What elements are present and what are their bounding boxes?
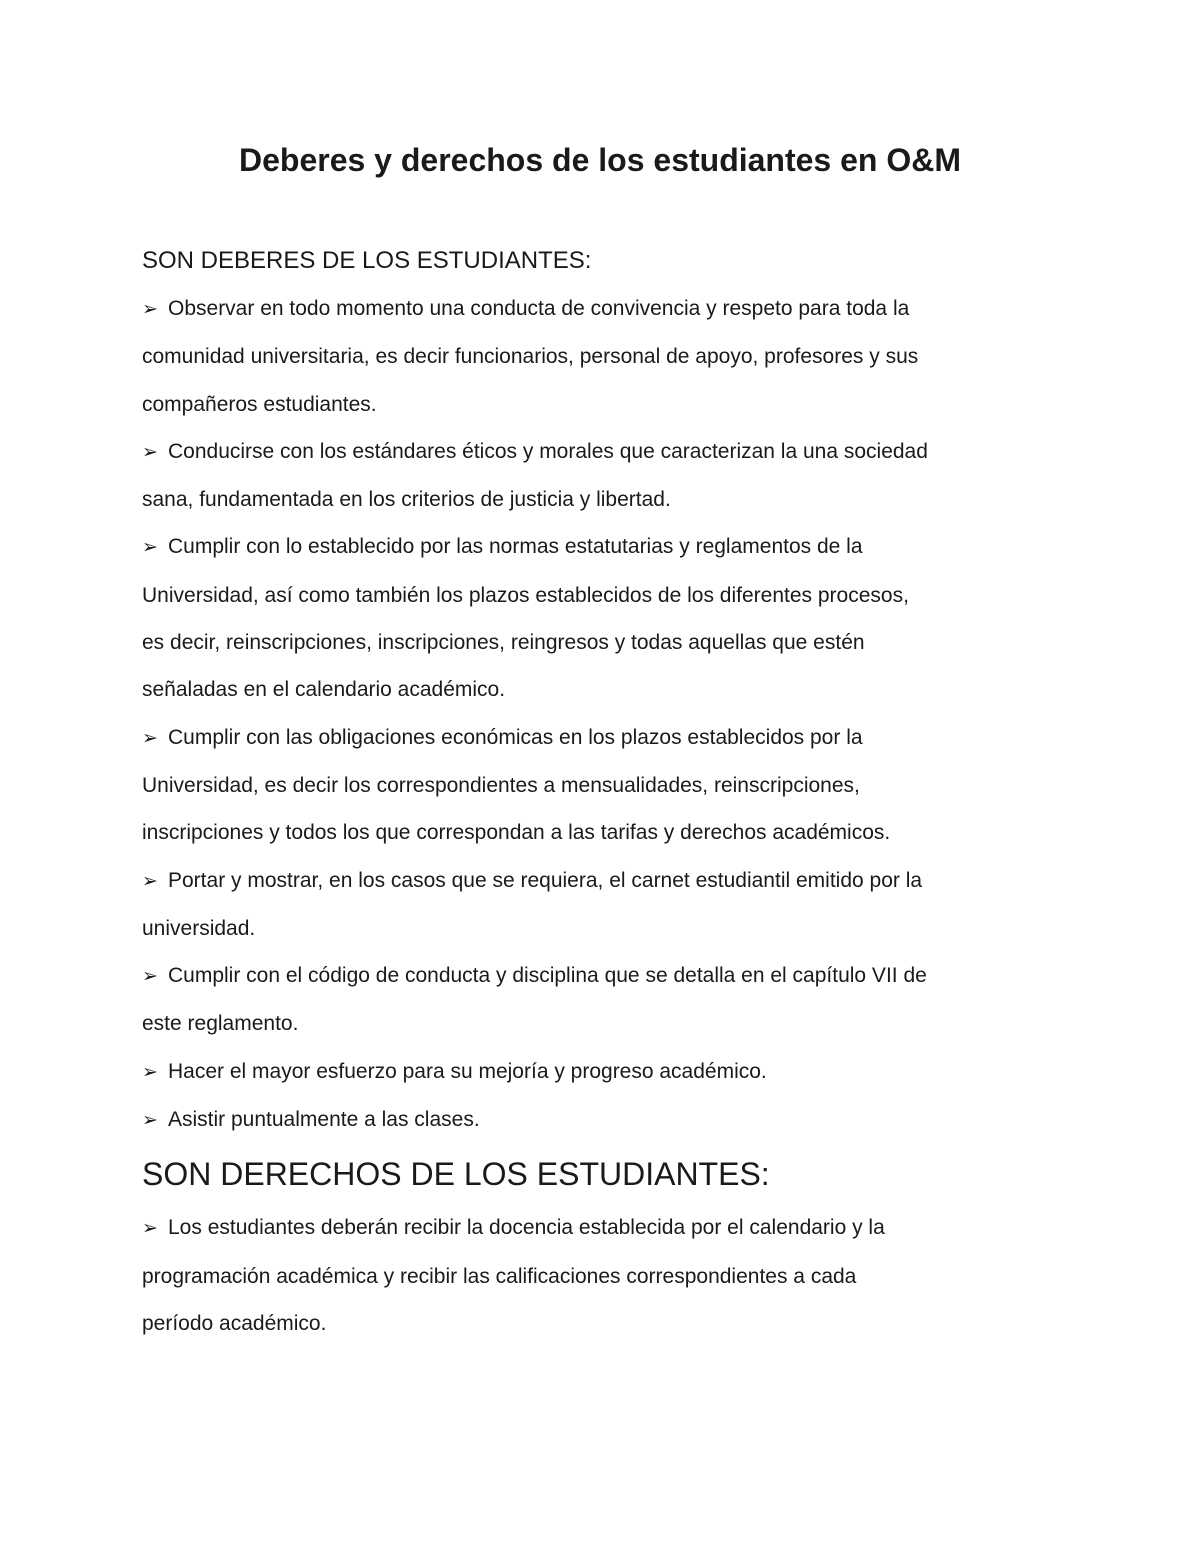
rights-list [142, 1204, 1022, 1347]
list-item-line [142, 1048, 1022, 1096]
list-item-line [142, 714, 1022, 762]
arrowhead-bullet-icon: ➢ [142, 726, 158, 749]
list-item [142, 714, 1022, 857]
arrowhead-bullet-icon: ➢ [142, 1217, 158, 1240]
list-item-line [142, 1096, 1022, 1144]
list-item-text: Cumplir con las obligaciones económicas en los plazos establecidos por la [168, 725, 863, 749]
list-item-line [142, 666, 1022, 713]
list-item-line [142, 523, 1022, 571]
arrowhead-bullet-icon: ➢ [142, 1060, 158, 1083]
list-item-text: señaladas en el calendario académico. [142, 678, 506, 702]
list-item-text: programación académica y recibir las calificaciones correspondientes a cada [142, 1264, 857, 1288]
list-item-line [142, 762, 1022, 809]
arrowhead-bullet-icon: ➢ [142, 869, 158, 892]
arrowhead-bullet-icon: ➢ [142, 536, 158, 559]
list-item-line [142, 952, 1022, 1000]
list-item-text: Universidad, así como también los plazos establecidos de los diferentes procesos, [142, 583, 909, 607]
duties-heading: SON DEBERES DE LOS ESTUDIANTES: [142, 247, 592, 274]
arrowhead-bullet-icon: ➢ [142, 1109, 158, 1132]
list-item-line [142, 285, 1022, 333]
list-item-text: Los estudiantes deberán recibir la docencia establecida por el calendario y la [168, 1216, 885, 1240]
list-item-line [142, 857, 1022, 905]
duties-list [142, 285, 1022, 1144]
list-item-text: es decir, reinscripciones, inscripciones, reingresos y todas aquellas que estén [142, 631, 865, 655]
arrowhead-bullet-icon: ➢ [142, 298, 158, 320]
list-item-line [142, 1204, 1022, 1252]
document-title: Deberes y derechos de los estudiantes en O&M [238, 142, 961, 178]
list-item [142, 952, 1022, 1048]
list-item-line [142, 1300, 1022, 1347]
list-item-text: Observar en todo momento una conducta de convivencia y respeto para toda la [168, 297, 910, 320]
list-item-text: Cumplir con lo establecido por las normas estatutarias y reglamentos de la [168, 535, 863, 559]
list-item [142, 857, 1022, 953]
list-item-line [142, 476, 1022, 523]
list-item-line [142, 1000, 1022, 1047]
list-item [142, 523, 1022, 713]
arrowhead-bullet-icon: ➢ [142, 965, 158, 988]
list-item-text: compañeros estudiantes. [142, 392, 377, 416]
list-item-line [142, 333, 1022, 380]
list-item-text: Hacer el mayor esfuerzo para su mejoría y progreso académico. [168, 1059, 767, 1083]
list-item-text: Portar y mostrar, en los casos que se requiera, el carnet estudiantil emitido por la [168, 868, 923, 892]
list-item-line [142, 381, 1022, 428]
document-body [142, 237, 1022, 1347]
list-item-line [142, 905, 1022, 952]
list-item-text: sana, fundamentada en los criterios de justicia y libertad. [142, 488, 671, 512]
list-item-text: Universidad, es decir los correspondientes a mensualidades, reinscripciones, [142, 773, 860, 797]
list-item-text: este reglamento. [142, 1012, 299, 1036]
list-item [142, 1096, 1022, 1144]
list-item-line [142, 572, 1022, 619]
list-item [142, 285, 1022, 428]
list-item-line [142, 428, 1022, 476]
list-item [142, 1204, 1022, 1347]
list-item-text: Conducirse con los estándares éticos y morales que caracterizan la una sociedad [168, 439, 928, 463]
rights-heading: SON DERECHOS DE LOS ESTUDIANTES: [142, 1156, 770, 1193]
list-item-text: universidad. [142, 916, 256, 940]
list-item-text: inscripciones y todos los que correspondan a las tarifas y derechos académicos. [142, 821, 891, 845]
arrowhead-bullet-icon: ➢ [142, 440, 158, 463]
list-item-text: Asistir puntualmente a las clases. [168, 1108, 480, 1132]
list-item-line [142, 1253, 1022, 1300]
list-item-line [142, 809, 1022, 856]
list-item-text: Cumplir con el código de conducta y disciplina que se detalla en el capítulo VII de [168, 964, 927, 988]
list-item-text: período académico. [142, 1311, 327, 1335]
list-item-text: comunidad universitaria, es decir funcionarios, personal de apoyo, profesores y sus [142, 345, 919, 369]
list-item [142, 428, 1022, 524]
list-item-line [142, 619, 1022, 666]
list-item [142, 1048, 1022, 1096]
